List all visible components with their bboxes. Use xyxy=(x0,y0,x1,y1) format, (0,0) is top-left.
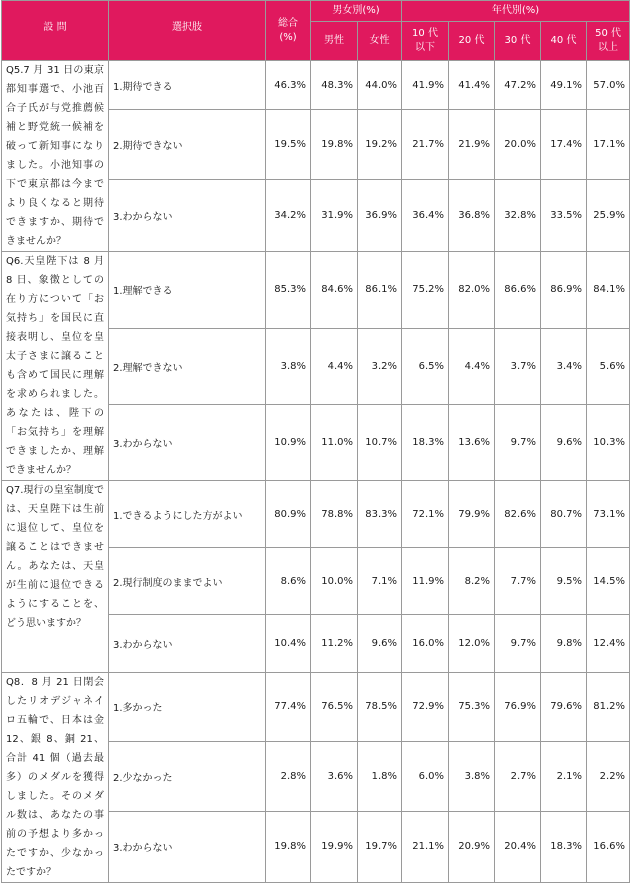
age50-cell: 10.3% xyxy=(587,405,630,481)
total-cell: 80.9% xyxy=(266,481,311,548)
male-cell: 31.9% xyxy=(311,180,358,252)
age50-cell: 84.1% xyxy=(587,252,630,329)
male-column-header: 男性 xyxy=(311,22,358,61)
choice-cell: 1.多かった xyxy=(109,673,266,742)
age50-cell: 17.1% xyxy=(587,110,630,180)
age50-cell: 81.2% xyxy=(587,673,630,742)
age30-cell: 82.6% xyxy=(495,481,541,548)
choice-column-header: 選択肢 xyxy=(109,1,266,61)
female-cell: 1.8% xyxy=(358,741,402,811)
age40-cell: 9.8% xyxy=(541,615,587,673)
age10-cell: 75.2% xyxy=(402,252,449,329)
choice-cell: 3.わからない xyxy=(109,615,266,673)
age40-cell: 33.5% xyxy=(541,180,587,252)
age20-cell: 4.4% xyxy=(449,328,495,405)
age30-cell: 9.7% xyxy=(495,405,541,481)
question-cell: Q5.7 月 31 日の東京都知事選で、小池百合子氏が与党推薦候補と野党統一候補を破って新知事になりました。小池知事の下で東京都は今までより良くなると期待できますか、期待できませんか？ xyxy=(2,61,109,252)
total-cell: 3.8% xyxy=(266,328,311,405)
choice-cell: 1.理解できる xyxy=(109,252,266,329)
male-cell: 19.8% xyxy=(311,110,358,180)
age40-column-header: 40 代 xyxy=(541,22,587,61)
age40-cell: 17.4% xyxy=(541,110,587,180)
age20-cell: 82.0% xyxy=(449,252,495,329)
age10-cell: 36.4% xyxy=(402,180,449,252)
male-cell: 19.9% xyxy=(311,811,358,882)
female-column-header: 女性 xyxy=(358,22,402,61)
table-row xyxy=(2,481,630,548)
table-body xyxy=(2,61,630,883)
age40-cell: 18.3% xyxy=(541,811,587,882)
female-cell: 83.3% xyxy=(358,481,402,548)
choice-cell: 3.わからない xyxy=(109,811,266,882)
age10-column-header: 10 代 以下 xyxy=(402,22,449,61)
age30-cell: 47.2% xyxy=(495,61,541,110)
female-cell: 44.0% xyxy=(358,61,402,110)
table-row xyxy=(2,61,630,110)
age20-cell: 75.3% xyxy=(449,673,495,742)
choice-cell: 1.できるようにした方がよい xyxy=(109,481,266,548)
total-cell: 10.9% xyxy=(266,405,311,481)
age10-cell: 41.9% xyxy=(402,61,449,110)
age20-cell: 79.9% xyxy=(449,481,495,548)
age30-cell: 76.9% xyxy=(495,673,541,742)
male-cell: 76.5% xyxy=(311,673,358,742)
question-cell: Q7.現行の皇室制度では、天皇陛下は生前に退位して、皇位を譲ることはできません。あなたは、天皇が生前に退位できるようにすることを、どう思いますか？ xyxy=(2,481,109,673)
age50-cell: 57.0% xyxy=(587,61,630,110)
age30-cell: 3.7% xyxy=(495,328,541,405)
age50-cell: 73.1% xyxy=(587,481,630,548)
total-cell: 10.4% xyxy=(266,615,311,673)
female-cell: 36.9% xyxy=(358,180,402,252)
age40-cell: 79.6% xyxy=(541,673,587,742)
age40-cell: 9.5% xyxy=(541,548,587,615)
female-cell: 19.2% xyxy=(358,110,402,180)
question-cell: Q6.天皇陛下は 8 月 8 日、象徴としての在り方について「お気持ち」を国民に直接表明し、皇位を皇太子さまに譲ることも含めて国民に理解を求められました。あなたは、陛下の「お気持ち」を理解できましたか、理解できませんか？ xyxy=(2,252,109,481)
table-row xyxy=(2,673,630,742)
age30-cell: 9.7% xyxy=(495,615,541,673)
age40-cell: 80.7% xyxy=(541,481,587,548)
total-cell: 34.2% xyxy=(266,180,311,252)
choice-cell: 2.期待できない xyxy=(109,110,266,180)
age20-cell: 13.6% xyxy=(449,405,495,481)
age40-cell: 2.1% xyxy=(541,741,587,811)
choice-cell: 3.わからない xyxy=(109,405,266,481)
male-cell: 10.0% xyxy=(311,548,358,615)
total-cell: 19.8% xyxy=(266,811,311,882)
total-cell: 19.5% xyxy=(266,110,311,180)
age-group-header: 年代別(%) xyxy=(402,1,630,22)
age20-cell: 36.8% xyxy=(449,180,495,252)
age30-cell: 7.7% xyxy=(495,548,541,615)
age40-cell: 86.9% xyxy=(541,252,587,329)
age10-cell: 6.0% xyxy=(402,741,449,811)
female-cell: 78.5% xyxy=(358,673,402,742)
age50-cell: 25.9% xyxy=(587,180,630,252)
age20-column-header: 20 代 xyxy=(449,22,495,61)
age30-cell: 20.0% xyxy=(495,110,541,180)
age10-cell: 72.9% xyxy=(402,673,449,742)
age50-cell: 2.2% xyxy=(587,741,630,811)
female-cell: 9.6% xyxy=(358,615,402,673)
age10-cell: 21.1% xyxy=(402,811,449,882)
age30-cell: 32.8% xyxy=(495,180,541,252)
age10-cell: 18.3% xyxy=(402,405,449,481)
age30-cell: 86.6% xyxy=(495,252,541,329)
table-row xyxy=(2,252,630,329)
age30-cell: 2.7% xyxy=(495,741,541,811)
total-cell: 46.3% xyxy=(266,61,311,110)
choice-cell: 2.少なかった xyxy=(109,741,266,811)
female-cell: 10.7% xyxy=(358,405,402,481)
age20-cell: 8.2% xyxy=(449,548,495,615)
table-header xyxy=(2,1,630,61)
age10-cell: 11.9% xyxy=(402,548,449,615)
female-cell: 19.7% xyxy=(358,811,402,882)
age10-cell: 21.7% xyxy=(402,110,449,180)
male-cell: 3.6% xyxy=(311,741,358,811)
age10-cell: 6.5% xyxy=(402,328,449,405)
age10-cell: 16.0% xyxy=(402,615,449,673)
age50-cell: 12.4% xyxy=(587,615,630,673)
total-cell: 2.8% xyxy=(266,741,311,811)
age20-cell: 41.4% xyxy=(449,61,495,110)
age10-cell: 72.1% xyxy=(402,481,449,548)
survey-results-table xyxy=(1,0,630,883)
total-column-header: 総合 (%) xyxy=(266,1,311,61)
age40-cell: 3.4% xyxy=(541,328,587,405)
total-cell: 77.4% xyxy=(266,673,311,742)
total-cell: 8.6% xyxy=(266,548,311,615)
total-cell: 85.3% xyxy=(266,252,311,329)
male-cell: 84.6% xyxy=(311,252,358,329)
age30-column-header: 30 代 xyxy=(495,22,541,61)
choice-cell: 3.わからない xyxy=(109,180,266,252)
female-cell: 7.1% xyxy=(358,548,402,615)
choice-cell: 2.理解できない xyxy=(109,328,266,405)
age50-column-header: 50 代 以上 xyxy=(587,22,630,61)
choice-cell: 1.期待できる xyxy=(109,61,266,110)
male-cell: 4.4% xyxy=(311,328,358,405)
choice-cell: 2.現行制度のままでよい xyxy=(109,548,266,615)
male-cell: 78.8% xyxy=(311,481,358,548)
question-column-header: 設 問 xyxy=(2,1,109,61)
gender-group-header: 男女別(%) xyxy=(311,1,402,22)
age50-cell: 14.5% xyxy=(587,548,630,615)
age30-cell: 20.4% xyxy=(495,811,541,882)
male-cell: 11.0% xyxy=(311,405,358,481)
age40-cell: 49.1% xyxy=(541,61,587,110)
age50-cell: 16.6% xyxy=(587,811,630,882)
age20-cell: 20.9% xyxy=(449,811,495,882)
female-cell: 3.2% xyxy=(358,328,402,405)
age20-cell: 3.8% xyxy=(449,741,495,811)
female-cell: 86.1% xyxy=(358,252,402,329)
male-cell: 48.3% xyxy=(311,61,358,110)
age50-cell: 5.6% xyxy=(587,328,630,405)
age40-cell: 9.6% xyxy=(541,405,587,481)
male-cell: 11.2% xyxy=(311,615,358,673)
question-cell: Q8．8 月 21 日閉会したリオデジャネイロ五輪で、日本は金 12、銀 8、銅 21、合計 41 個（過去最多）のメダルを獲得しました。そのメダル数は、あなたの事前の予想より多かったですか、少なかったですか？ xyxy=(2,673,109,883)
age20-cell: 21.9% xyxy=(449,110,495,180)
age20-cell: 12.0% xyxy=(449,615,495,673)
